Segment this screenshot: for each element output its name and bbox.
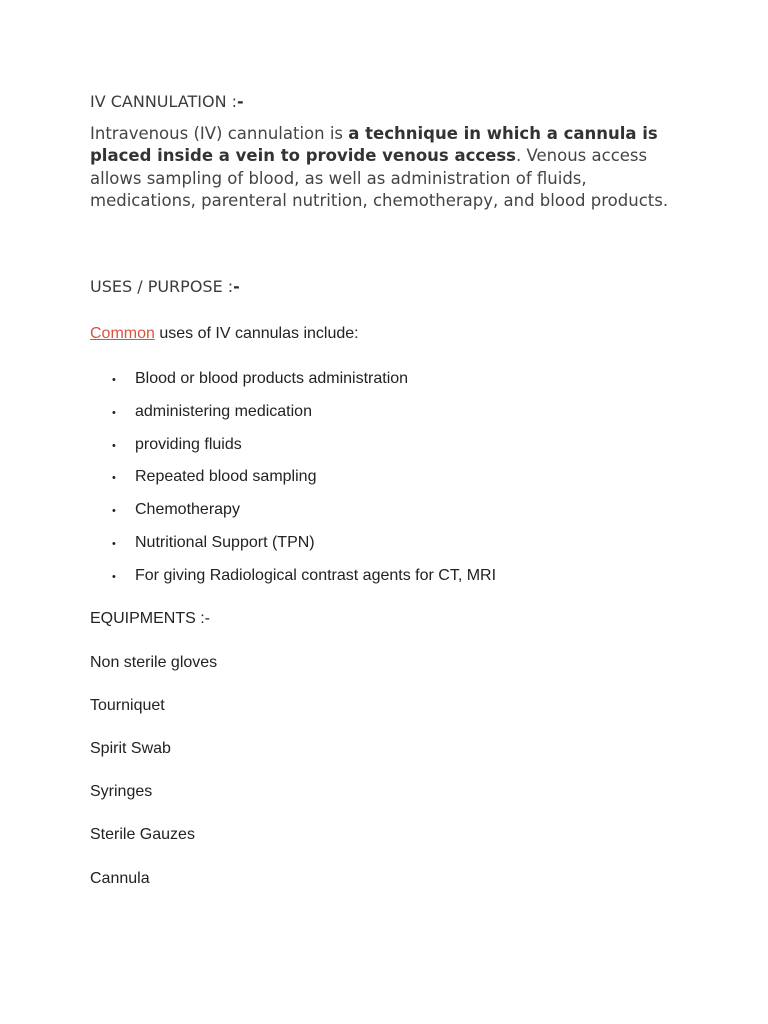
equipment-item: Tourniquet [90,697,165,714]
intro-paragraph [90,123,690,212]
bullet-icon: • [112,406,116,419]
list-item [90,464,496,497]
list-item [90,497,496,530]
bullet-icon: • [112,374,116,386]
bullet-icon: • [112,439,116,452]
heading-suffix: - [237,92,244,111]
intro-start: Intravenous (IV) cannulation is [90,124,349,143]
list-item-text: Blood or blood products administration [135,370,409,387]
bullet-icon: • [112,505,116,518]
intro-end: . Venous access allows sampling of blood, as well as administration of fluids, medications, parenteral nutrition, chemotherapy, and blood products. [90,146,669,210]
list-item [90,530,496,563]
list-item [90,563,496,596]
bullet-icon: • [112,472,116,485]
equipment-item: Sterile Gauzes [90,826,195,843]
equipment-item: Syringes [90,783,153,800]
uses-lead-line [90,325,359,343]
list-item-text: Nutritional Support (TPN) [135,533,315,551]
heading-text: USES / PURPOSE : [90,277,234,296]
list-item [90,366,496,399]
uses-list [90,366,496,596]
heading-text: IV CANNULATION : [90,92,238,111]
equipment-item: Cannula [90,870,150,887]
bullet-icon: • [112,537,116,550]
section-heading-iv-cannulation [90,92,244,111]
list-item-text: providing fluids [135,435,242,453]
list-item-text: For giving Radiological contrast agents for CT, MRI [135,566,497,584]
equipment-item: Spirit Swab [90,740,171,757]
intro-bold: a technique in which a cannula is placed inside a vein to provide venous access [90,124,658,166]
heading-suffix: - [233,277,240,296]
lead-rest: uses of IV cannulas include: [154,325,359,342]
list-item-text: administering medication [135,402,312,420]
section-heading-uses-purpose [90,277,240,296]
list-item [90,399,496,432]
equipment-item: Non sterile gloves [90,654,218,671]
list-item [90,432,496,465]
section-heading-equipments: EQUIPMENTS :- [90,610,211,627]
list-item-text: Chemotherapy [135,501,240,519]
bullet-icon: • [112,570,116,583]
common-link[interactable]: Common [90,325,155,342]
list-item-text: Repeated blood sampling [135,468,317,486]
